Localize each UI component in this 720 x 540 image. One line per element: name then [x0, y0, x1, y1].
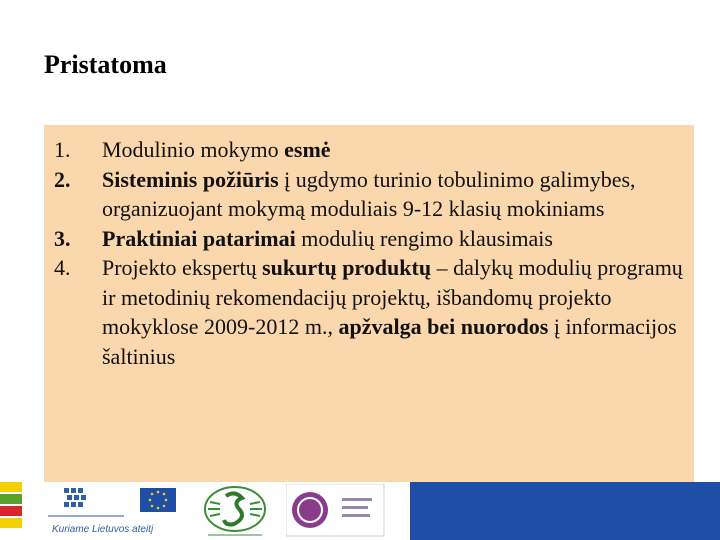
item-number: 2. [54, 166, 71, 192]
item-text-bold: esmė [284, 137, 331, 162]
item-text-bold: apžvalga bei nuorodos [338, 314, 549, 339]
item-text-bold: sukurtų produktų [262, 255, 432, 280]
item-text: – dalykų modulių programų ir metodinių rekomendacijų projektų, išbandomų projekto mokyklose 2009-2012 m., [102, 255, 683, 339]
stripe-yellow [0, 518, 22, 528]
stripe-red [0, 506, 22, 516]
color-stripes [0, 482, 22, 540]
item-text: modulių rengimo klausimais [295, 225, 553, 251]
list-item [54, 165, 684, 224]
footer-bar [0, 482, 720, 540]
content-box [44, 125, 694, 482]
list-item [54, 135, 684, 165]
item-number: 3. [54, 225, 71, 251]
blue-footer-block [410, 482, 720, 540]
ministry-eu-logo [44, 484, 184, 520]
item-text-bold: Sisteminis požiūris [102, 166, 279, 192]
item-text: Modulinio mokymo [102, 137, 285, 162]
stripe-green [0, 494, 22, 504]
stripe-yellow [0, 482, 22, 492]
slide-title: Pristatoma [44, 50, 167, 79]
item-number: 1. [54, 137, 71, 162]
item-list [54, 135, 684, 371]
item-text-bold: Praktiniai patarimai [102, 225, 296, 251]
green-emblem-logo [196, 484, 274, 538]
list-item [54, 224, 684, 254]
purple-circle-logo [286, 484, 386, 538]
item-text: į ugdymo turinio tobulinimo galimybes, organizuojant mokymą moduliais 9-12 klasių mokiniams [102, 166, 636, 221]
item-text: į informacijos šaltinius [102, 314, 677, 369]
logo-caption: Kuriame Lietuvos ateitį [52, 524, 154, 535]
item-number: 4. [54, 255, 71, 280]
item-text: Projekto ekspertų [102, 255, 263, 280]
list-item [54, 253, 684, 371]
